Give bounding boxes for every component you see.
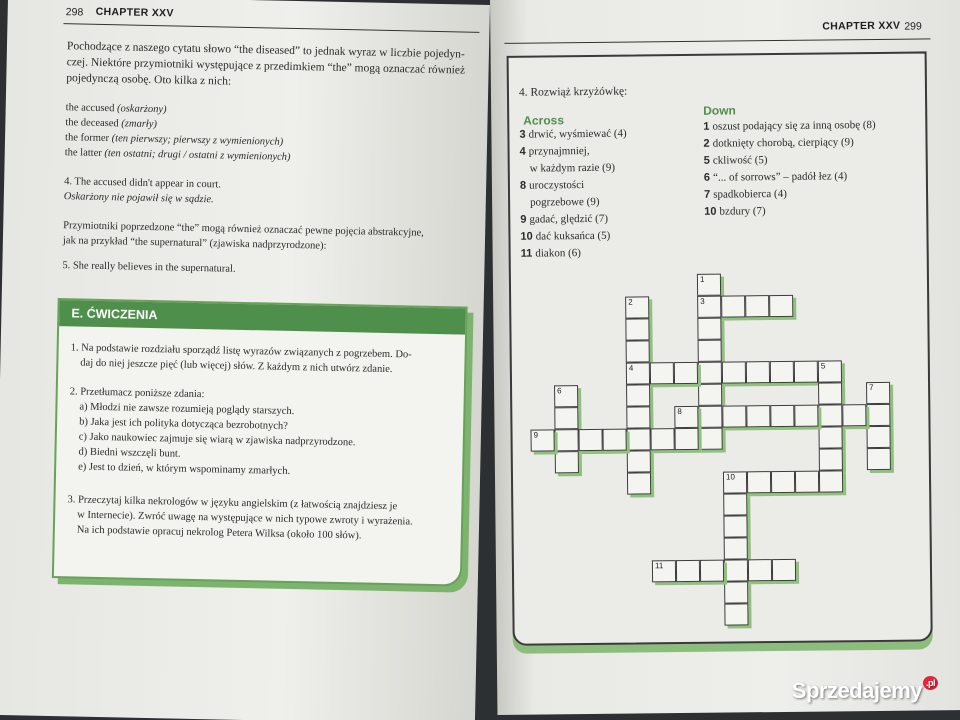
cell-number: 3 [700, 296, 705, 306]
crossword-cell[interactable] [866, 426, 890, 448]
crossword-cell[interactable] [697, 296, 721, 318]
exercises-box [52, 298, 468, 587]
down-clue: 2 dotknięty chorobą, cierpiący (9) [703, 136, 854, 150]
crossword-cell[interactable] [626, 406, 650, 428]
cell-number: 6 [557, 386, 562, 396]
crossword-cell[interactable] [650, 428, 674, 450]
crossword-cell[interactable] [674, 362, 698, 384]
para2-line-1: Przymiotniki poprzedzone “the” mogą również oznaczać pewne pojęcia abstrakcyjne, [63, 220, 424, 239]
exercise-2-item: a) Młodzi nie zawsze rozumieją poglądy starszych. [79, 401, 295, 418]
page-number: 298 [65, 6, 84, 19]
cell-number: 2 [628, 297, 633, 307]
crossword-cell[interactable] [818, 360, 842, 382]
crossword-cell[interactable] [818, 404, 842, 426]
crossword-cell[interactable] [698, 384, 722, 406]
crossword-cell[interactable] [626, 340, 650, 362]
across-clue: 9 gadać, ględzić (7) [520, 212, 609, 226]
cell-number: 7 [869, 383, 874, 393]
crossword-cell[interactable] [554, 407, 578, 429]
crossword-cell[interactable] [722, 405, 746, 427]
crossword-cell[interactable] [746, 405, 770, 427]
right-page [490, 0, 960, 715]
crossword-cell[interactable] [723, 493, 747, 515]
crossword-cell[interactable] [818, 426, 842, 448]
crossword-cell[interactable] [723, 515, 747, 537]
crossword-cell[interactable] [724, 537, 748, 559]
crossword-cell[interactable] [697, 274, 721, 296]
crossword-cell[interactable] [746, 361, 770, 383]
crossword-cell[interactable] [652, 560, 676, 582]
crossword-cell[interactable] [771, 471, 795, 493]
crossword-cell[interactable] [770, 405, 794, 427]
cell-number: 4 [628, 363, 634, 373]
exercise-3-line: 3. Przeczytaj kilka nekrologów w języku angielskim (z łatwością znajdziesz je [67, 494, 398, 513]
crossword-cell[interactable] [794, 405, 818, 427]
example-item: the former (ten pierwszy; pierwszy z wymienionych) [64, 132, 284, 148]
across-clue: 11 diakon (6) [520, 247, 581, 260]
crossword-cell[interactable] [697, 318, 721, 340]
example-item: the latter (ten ostatni; drugi / ostatni z wymienionych) [64, 147, 291, 163]
example-sentence-5: 5. She really believes in the supernatural. [62, 260, 236, 275]
exercise-2-item: e) Jest to dzień, w którym wspominamy zmarłych. [78, 461, 291, 477]
example-item: the deceased (zmarły) [65, 117, 158, 131]
crossword-cell[interactable] [698, 428, 722, 450]
exercise-2-item: c) Jako naukowiec zajmuje się wiarą w zjawiska nadprzyrodzone. [78, 431, 356, 449]
chapter-heading: CHAPTER XXV [95, 5, 174, 20]
crossword-cell[interactable] [626, 362, 650, 384]
crossword-panel [507, 51, 933, 645]
down-clue: 1 oszust podający się za inną osobę (8) [703, 118, 876, 133]
down-clue: 5 ckliwość (5) [703, 154, 768, 167]
crossword-cell[interactable] [724, 559, 748, 581]
para2-line-2: jak na przykład “the supernatural” (zjawiska nadprzyrodzone): [62, 235, 327, 252]
crossword-cell[interactable] [745, 295, 769, 317]
crossword-cell[interactable] [674, 428, 698, 450]
down-heading: Down [703, 103, 736, 118]
crossword-cell[interactable] [698, 406, 722, 428]
crossword-cell[interactable] [794, 361, 818, 383]
crossword-cell[interactable] [747, 471, 771, 493]
example-sentence-4: 4. The accused didn't appear in court. [64, 176, 222, 191]
header-rule [504, 38, 930, 43]
crossword-cell[interactable] [724, 603, 748, 625]
across-clue: pogrzebowe (9) [530, 195, 600, 209]
exercise-1-line: 1. Na podstawie rozdziału sporządź listę wyrazów związanych z pogrzebem. Do- [70, 342, 412, 361]
cell-number: 10 [725, 472, 735, 482]
crossword-cell[interactable] [698, 340, 722, 362]
page-number: 299 [904, 20, 922, 33]
crossword-cell[interactable] [531, 429, 555, 451]
across-clue: 3 drwić, wyśmiewać (4) [519, 127, 627, 141]
crossword-cell[interactable] [700, 560, 724, 582]
crossword-cell[interactable] [626, 428, 650, 450]
crossword-cell[interactable] [842, 404, 866, 426]
crossword-cell[interactable] [698, 362, 722, 384]
crossword-cell[interactable] [627, 472, 651, 494]
crossword-cell[interactable] [650, 362, 674, 384]
exercise-3-line: w Internecie). Zwróć uwagę na występujące w nich typowe zwroty i wyrażenia. [77, 509, 413, 528]
intro-line-1: Pochodzące z naszego cytatu słowo “the diseased” to jednak wyraz w liczbie pojedyn- [66, 40, 465, 61]
crossword-cell[interactable] [722, 361, 746, 383]
crossword-cell[interactable] [723, 471, 747, 493]
across-clue: 8 uroczystości [519, 179, 585, 192]
down-clue: 7 spadkobierca (4) [703, 187, 787, 201]
crossword-cell[interactable] [795, 471, 819, 493]
exercise-1-line: daj do niej jeszcze pięć (lub więcej) słów. Z każdym z nich utwórz zdanie. [80, 357, 393, 376]
crossword-cell[interactable] [578, 429, 602, 451]
exercise-2-item: d) Biedni wszczęli bunt. [78, 446, 181, 460]
task-title: 4. Rozwiąż krzyżówkę: [518, 85, 628, 99]
crossword-cell[interactable] [819, 470, 843, 492]
crossword-cell[interactable] [554, 385, 578, 407]
down-clue: 10 bzdury (7) [704, 205, 766, 218]
example-item: the accused (oskarżony) [65, 102, 167, 116]
crossword-cell[interactable] [721, 295, 745, 317]
crossword-cell[interactable] [555, 451, 579, 473]
intro-line-2: czej. Niektóre przymiotniki występujące z przedimkiem “the” mogą oznaczać również [66, 56, 466, 77]
across-clue: w każdym razie (9) [529, 161, 616, 175]
crossword-cell[interactable] [676, 560, 700, 582]
exercise-2-title: 2. Przetłumacz poniższe zdania: [69, 386, 205, 401]
crossword-cell[interactable] [627, 450, 651, 472]
across-clue: 10 dać kuksańca (5) [520, 229, 611, 243]
across-heading: Across [523, 113, 565, 128]
chapter-heading: CHAPTER XXV [822, 19, 901, 33]
crossword-cell[interactable] [748, 559, 772, 581]
example-translation-4: Oskarżony nie pojawił się w sądzie. [63, 191, 214, 206]
across-clue: 4 przynajmniej, [519, 144, 590, 158]
crossword-cell[interactable] [674, 406, 698, 428]
cell-number: 5 [820, 361, 826, 371]
crossword-cell[interactable] [772, 559, 796, 581]
crossword-cell[interactable] [866, 382, 890, 404]
exercise-2-item: b) Jaka jest ich polityka dotycząca bezrobotnych? [79, 416, 288, 432]
cell-number: 8 [677, 407, 682, 417]
crossword-cell[interactable] [625, 318, 649, 340]
crossword-cell[interactable] [626, 384, 650, 406]
crossword-cell[interactable] [818, 382, 842, 404]
cell-number: 11 [654, 561, 664, 571]
exercise-3-line: Na ich podstawie opracuj nekrolog Petera Wilksa (około 100 słów). [76, 524, 362, 542]
header-rule [63, 23, 479, 33]
cell-number: 9 [533, 430, 539, 440]
crossword-cell[interactable] [769, 295, 793, 317]
cell-number: 1 [699, 274, 705, 284]
crossword-cell[interactable] [625, 296, 649, 318]
crossword-cell[interactable] [819, 448, 843, 470]
crossword-cell[interactable] [866, 404, 890, 426]
crossword-cell[interactable] [867, 448, 891, 470]
watermark-logo: Sprzedajemy $^{.pl}$ [792, 678, 938, 704]
exercises-header: E. ĆWICZENIA [59, 300, 465, 334]
crossword-cell[interactable] [770, 361, 794, 383]
down-clue: 6 “... of sorrows” – padół łez (4) [703, 170, 848, 184]
crossword-cell[interactable] [602, 429, 626, 451]
crossword-cell[interactable] [724, 581, 748, 603]
crossword-cell[interactable] [554, 429, 578, 451]
intro-line-3: pojedynczą osobę. Oto kilka z nich: [66, 72, 232, 88]
